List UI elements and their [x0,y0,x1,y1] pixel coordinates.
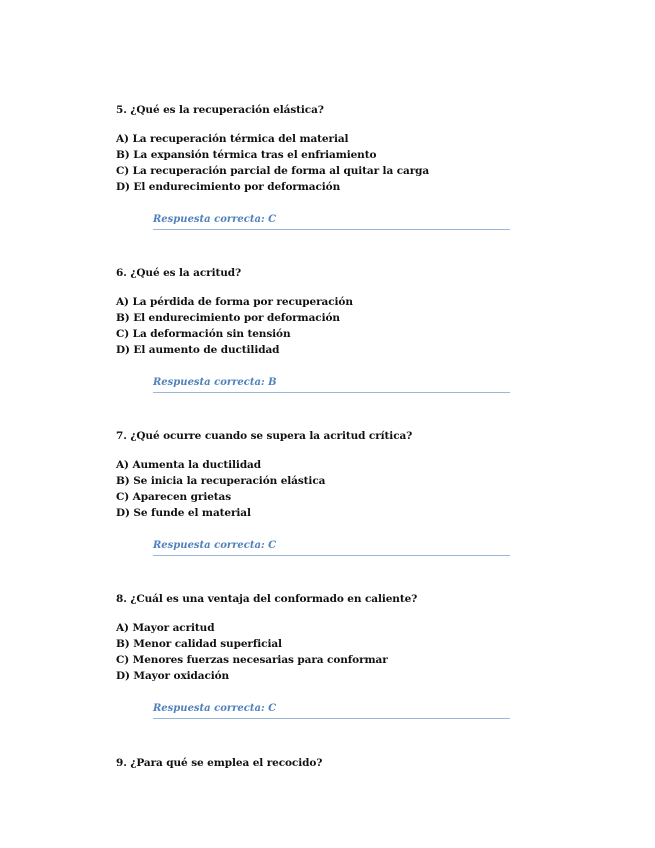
question-5 [116,104,536,230]
option-c: C) La recuperación parcial de forma al quitar la carga [116,165,430,177]
option-d: D) El endurecimiento por deformación [116,181,341,193]
question-9 [116,757,536,784]
question-title: 8. ¿Cuál es una ventaja del conformado en caliente? [116,593,418,605]
option-a: A) Aumenta la ductilidad [116,459,262,471]
answer-box [153,696,510,719]
answer-box [153,207,510,230]
option-d: D) Se funde el material [116,507,251,519]
option-d: D) El aumento de ductilidad [116,344,280,356]
option-a: A) Mayor acritud [116,622,215,634]
option-b: B) Menor calidad superficial [116,638,282,650]
option-b: B) Se inicia la recuperación elástica [116,475,326,487]
correct-answer: Respuesta correcta: C [153,703,277,714]
answer-box [153,533,510,556]
correct-answer: Respuesta correcta: B [153,377,277,388]
option-d: D) Mayor oxidación [116,670,230,682]
question-6 [116,267,536,393]
option-c: C) La deformación sin tensión [116,328,291,340]
question-7 [116,430,536,556]
option-a: A) La pérdida de forma por recuperación [116,296,353,308]
question-title: 6. ¿Qué es la acritud? [116,267,242,279]
option-c: C) Menores fuerzas necesarias para conformar [116,654,388,666]
answer-box [153,370,510,393]
question-8 [116,593,536,719]
option-b: B) El endurecimiento por deformación [116,312,340,324]
option-a: A) La recuperación térmica del material [116,133,349,145]
question-title: 7. ¿Qué ocurre cuando se supera la acritud crítica? [116,430,413,442]
correct-answer: Respuesta correcta: C [153,214,277,225]
option-c: C) Aparecen grietas [116,491,232,503]
question-title: 5. ¿Qué es la recuperación elástica? [116,104,324,116]
option-b: B) La expansión térmica tras el enfriamiento [116,149,377,161]
question-title: 9. ¿Para qué se emplea el recocido? [116,757,323,769]
correct-answer: Respuesta correcta: C [153,540,277,551]
